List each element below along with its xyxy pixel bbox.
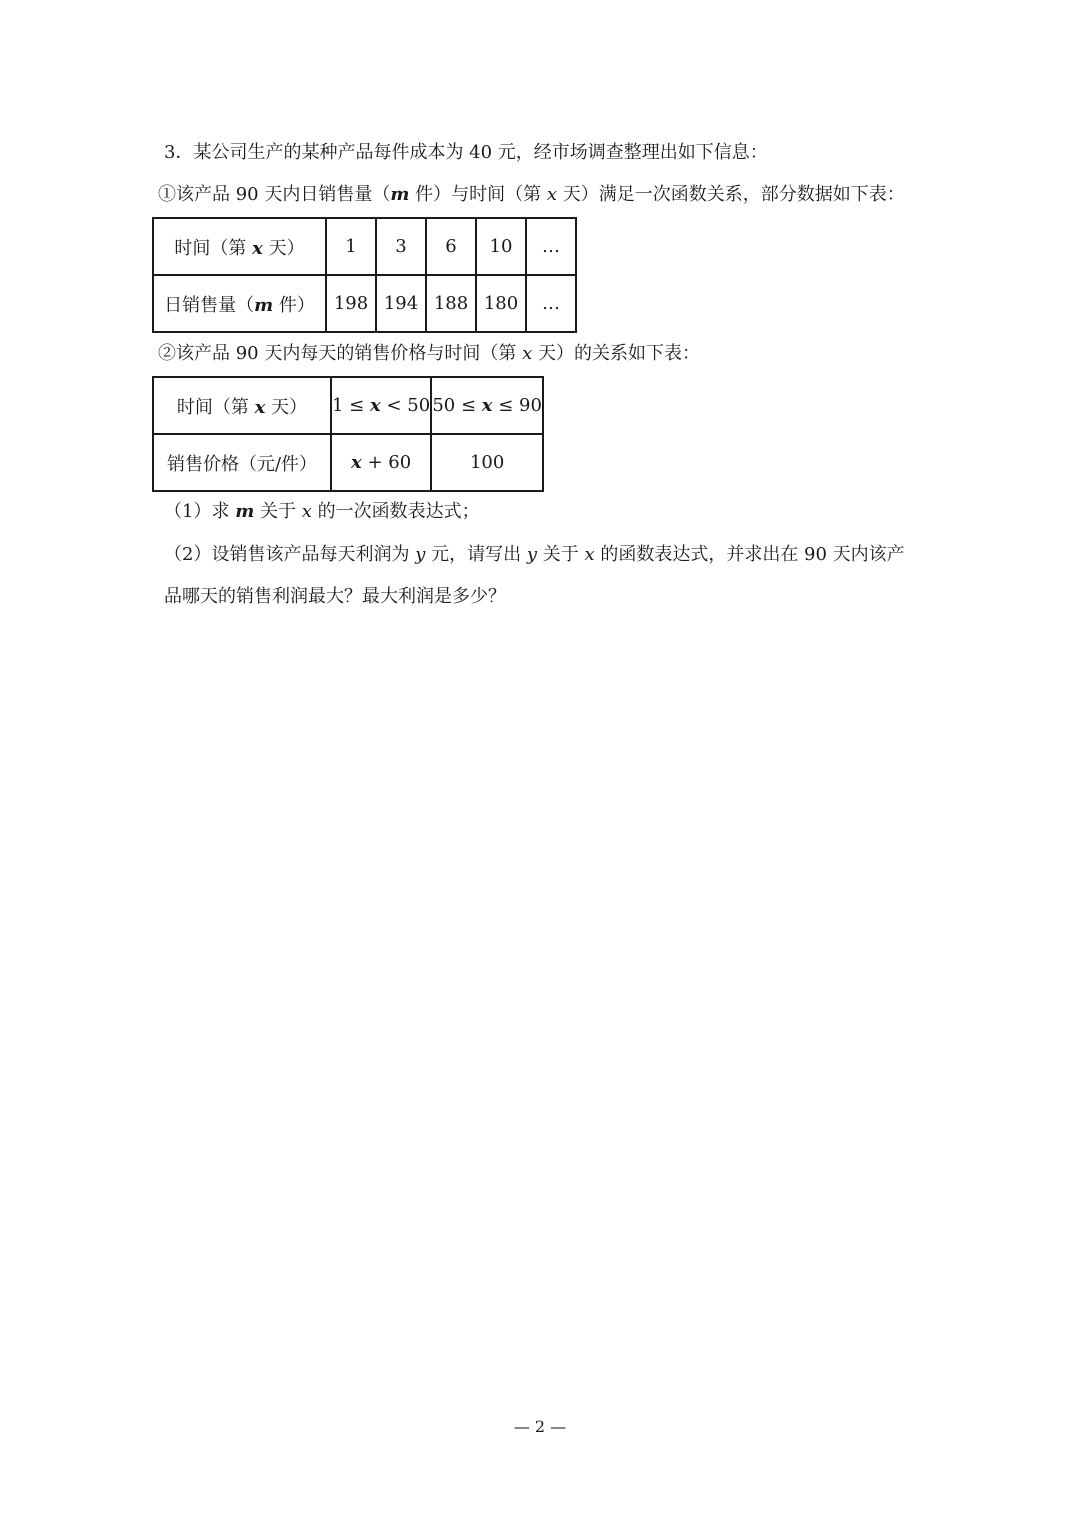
sales-price-table: [152, 376, 544, 492]
info-2-text-b: 天）的关系如下表：: [532, 343, 700, 364]
var-y: y: [526, 544, 537, 565]
table-cell-price-2: 100: [431, 434, 543, 491]
cell-text: < 50: [380, 395, 431, 416]
cell-text: 时间（第: [176, 396, 255, 418]
table-row: [153, 377, 543, 434]
q1-text-a: （1）求: [164, 501, 236, 522]
table-cell: 10: [476, 218, 526, 275]
var-x: x: [481, 395, 493, 416]
var-m: m: [390, 184, 410, 205]
table-cell-range-2: [431, 377, 543, 434]
table-cell: …: [526, 275, 576, 332]
table-header-cell: [153, 275, 326, 332]
var-y: y: [415, 544, 426, 565]
cell-text: 件）: [273, 294, 315, 316]
info-1: [158, 183, 905, 207]
table-cell: 198: [326, 275, 376, 332]
var-x: x: [522, 343, 533, 364]
q2-text-b: 元，请写出: [425, 544, 527, 565]
table-row: [153, 434, 543, 491]
cell-text: ≤ 90: [492, 395, 542, 416]
q2-text-line2: 品哪天的销售利润最大？最大利润是多少？: [164, 586, 506, 607]
problem-number: 3．: [164, 142, 194, 163]
var-x: x: [546, 184, 558, 205]
info-1-marker: ①: [158, 184, 176, 205]
info-1-text-b: 件）与时间（第: [409, 184, 547, 205]
table-row: [153, 275, 576, 332]
problem-intro: [164, 141, 768, 165]
table-cell: 1: [326, 218, 376, 275]
info-2-marker: ②: [158, 343, 176, 364]
cell-text: 50 ≤: [432, 395, 482, 416]
table-cell: 180: [476, 275, 526, 332]
q2-text-c: 关于: [536, 544, 585, 565]
cell-text: + 60: [361, 452, 412, 473]
var-x: x: [252, 237, 263, 259]
sales-volume-table: [152, 217, 577, 333]
table-cell-price-1: [331, 434, 431, 491]
table-cell: …: [526, 218, 576, 275]
q1-text-c: 的一次函数表达式；: [311, 501, 480, 522]
problem-intro-text: 某公司生产的某种产品每件成本为 40 元，经市场调查整理出如下信息：: [193, 142, 768, 163]
table-header-cell: [153, 218, 326, 275]
table-cell: 6: [426, 218, 476, 275]
var-m: m: [254, 294, 274, 316]
table-cell: 188: [426, 275, 476, 332]
q1-text-b: 关于: [254, 501, 302, 522]
question-1: [164, 500, 480, 524]
info-1-text-c: 天）满足一次函数关系，部分数据如下表：: [557, 184, 905, 205]
question-2-continuation: [164, 585, 506, 609]
info-2-text-a: 该产品 90 天内每天的销售价格与时间（第: [176, 343, 523, 364]
table-header-cell: 销售价格（元/件）: [153, 434, 331, 491]
cell-text: 时间（第: [174, 237, 253, 259]
q2-text-a: （2）设销售该产品每天利润为: [164, 544, 416, 565]
var-x: x: [254, 396, 266, 418]
var-x: x: [350, 452, 362, 473]
cell-text: 日销售量（: [164, 294, 255, 316]
table-cell-range-1: [331, 377, 431, 434]
cell-text: 天）: [265, 396, 308, 418]
table-header-cell: [153, 377, 331, 434]
var-x: x: [301, 501, 312, 522]
q2-text-d: 的函数表达式，并求出在 90 天内该产: [594, 544, 905, 565]
question-2: [164, 543, 905, 567]
var-x: x: [369, 395, 381, 416]
table-cell: 194: [376, 275, 426, 332]
info-2: [158, 342, 700, 366]
cell-text: 天）: [262, 237, 305, 259]
cell-text: 1 ≤: [332, 395, 370, 416]
table-cell: 3: [376, 218, 426, 275]
info-1-text-a: 该产品 90 天内日销售量（: [176, 184, 391, 205]
var-x: x: [584, 544, 595, 565]
var-m: m: [235, 501, 255, 522]
page-number: — 2 —: [513, 1417, 567, 1436]
table-row: [153, 218, 576, 275]
